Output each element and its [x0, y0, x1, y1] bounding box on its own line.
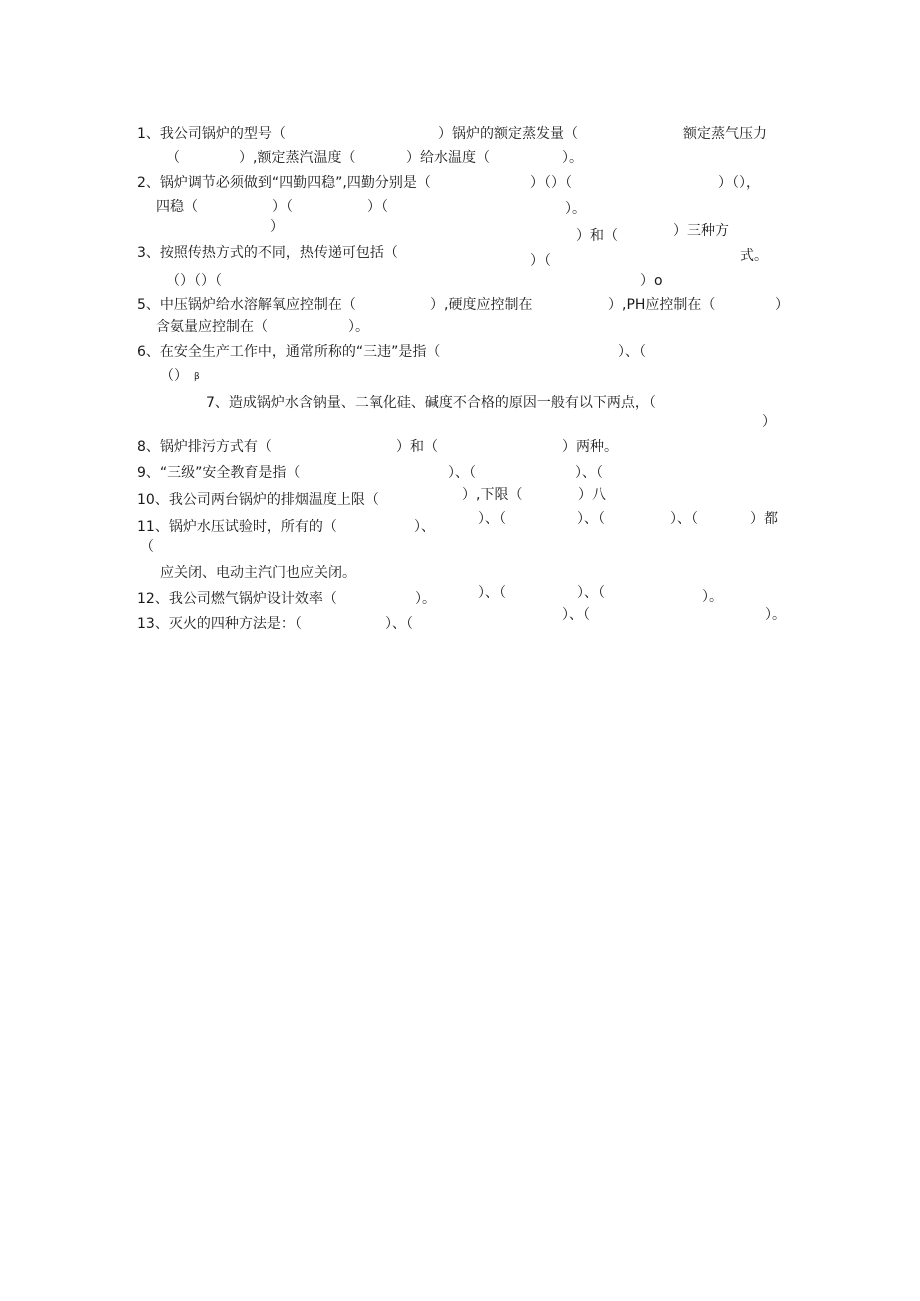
q7-text-a: 7、造成锅炉水含钠量、二氧化硅、碱度不合格的原因一般有以下两点，（: [206, 395, 656, 411]
q6-text-c: （）: [160, 368, 188, 384]
q5-text-b: ）,硬度应控制在: [430, 297, 533, 313]
q2-text-g: ）。: [565, 201, 586, 217]
q3-text-b: ）三种方: [673, 223, 729, 239]
q6-text-b: ）、（: [618, 344, 646, 360]
q11-text-g: （: [140, 539, 154, 555]
q3-text-f: （）（）（: [166, 273, 222, 289]
q13-text-d: ）。: [765, 607, 786, 623]
q11-text-h: 应关闭、电动主汽门也应关闭。: [160, 565, 356, 581]
q12-text-e: ）。: [702, 589, 723, 605]
q1-text-b: ）锅炉的额定蒸发量（: [438, 126, 578, 142]
q9-text-c: ）、（: [575, 465, 603, 481]
q2-text-h: ）: [270, 219, 284, 235]
q12-text-a: 12、我公司燃气锅炉设计效率（: [137, 591, 337, 607]
q6-text-a: 6、在安全生产工作中，通常所称的“三违”是指（: [137, 344, 441, 360]
q11-text-d: ）、（: [577, 511, 605, 527]
q5-text-c: ）,PH应控制在（: [608, 297, 716, 313]
q1-text-c: 额定蒸气压力: [683, 126, 767, 142]
q10-text-a: 10、我公司两台锅炉的排烟温度上限（: [137, 492, 379, 508]
q12-text-b: ）。: [415, 591, 436, 607]
q3-text-d: ）（: [530, 253, 551, 269]
q13-text-c: ）、（: [562, 607, 590, 623]
q2-text-e: ）（: [272, 199, 293, 215]
q11-text-c: ）、（: [478, 511, 506, 527]
q1-text-d: （: [166, 150, 180, 166]
q5-text-f: ）。: [348, 319, 369, 335]
q9-text-a: 9、“三级”安全教育是指（: [137, 465, 301, 481]
q11-text-a: 11、锅炉水压试验时，所有的（: [137, 519, 337, 535]
q11-text-f: ）都: [750, 511, 778, 527]
q12-text-d: ）、（: [577, 585, 605, 601]
q13-text-b: ）、（: [385, 616, 413, 630]
q1-text-f: ）给水温度（: [406, 150, 490, 166]
q3-text-e: 式。: [740, 248, 768, 264]
q2-text-a: 2、锅炉调节必须做到“四勤四稳”,四勤分别是（: [137, 175, 431, 191]
q8-text-a: 8、锅炉排污方式有（: [137, 439, 272, 455]
q3-text-a: ）和（: [576, 228, 618, 244]
q13-clip-region: [0, 0, 920, 630]
q10-text-c: ）八: [578, 487, 606, 503]
q11-text-e: ）、（: [670, 511, 698, 527]
q1-text-e: ）,额定蒸汽温度（: [239, 150, 356, 166]
q2-text-b: ）（）（: [530, 175, 572, 191]
q8-text-b: ）和（: [396, 439, 438, 455]
q5-text-a: 5、中压锅炉给水溶解氧应控制在（: [137, 297, 356, 313]
q2-text-c: ）（），: [718, 175, 760, 191]
q6-text-d: β: [194, 372, 200, 382]
q12-text-c: ）、（: [478, 585, 506, 601]
q10-text-b: ）,下限（: [462, 487, 523, 503]
q5-text-d: ）: [775, 297, 789, 313]
q5-text-e: 含氨量应控制在（: [156, 319, 268, 335]
q13-text-a: 13、灭火的四种方法是：（: [137, 616, 302, 630]
q8-text-c: ）两种。: [562, 439, 618, 455]
q1-text-g: ）。: [562, 150, 583, 166]
q1-text-a: 1、我公司锅炉的型号（: [137, 126, 286, 142]
q7-text-b: ）: [762, 414, 776, 430]
q2-text-d: 四稳（: [156, 199, 198, 215]
q11-text-b: ）、: [414, 519, 435, 535]
q3-text-c: 3、按照传热方式的不同，热传递可包括（: [137, 245, 398, 261]
q2-text-f: ）（: [367, 199, 388, 215]
q3-text-g: ）o: [640, 273, 663, 289]
q9-text-b: ）、（: [448, 465, 476, 481]
